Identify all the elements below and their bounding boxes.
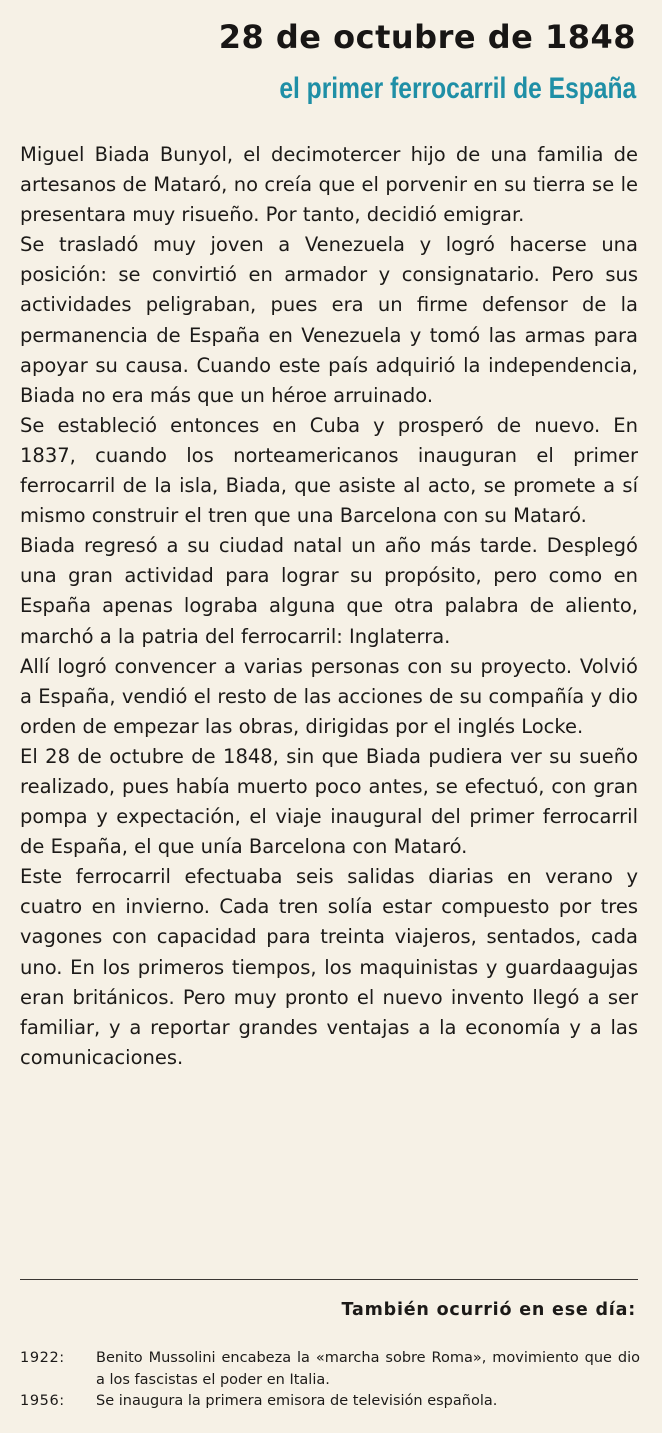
article-body <box>20 140 638 1073</box>
article-paragraph: Miguel Biada Bunyol, el decimotercer hijo de una familia de artesanos de Mataró, no creía que el porvenir en su tierra se le presentara muy risueño. Por tanto, decidió emigrar. <box>20 143 638 227</box>
event-year: 1956: <box>20 1393 65 1409</box>
list-item <box>20 1348 640 1391</box>
page-subtitle: el primer ferrocarril de España <box>279 72 636 105</box>
event-description: Se inaugura la primera emisora de televisión española. <box>96 1393 498 1409</box>
event-description: Benito Mussolini encabeza la «marcha sobre Roma», movimiento que dio a los fascistas el poder en Italia. <box>96 1350 640 1388</box>
also-happened-heading: También ocurrió en ese día: <box>341 1300 636 1320</box>
event-year: 1922: <box>20 1350 65 1366</box>
page-title: 28 de octubre de 1848 <box>218 18 636 56</box>
article-paragraph: Se estableció entonces en Cuba y prosperó de nuevo. En 1837, cuando los norteamericanos inauguran el primer ferrocarril de la isla, Biada, que asiste al acto, se promete a sí mismo construir el tren que una Barcelona con su Mataró. <box>20 413 638 528</box>
events-list <box>20 1348 640 1413</box>
list-item <box>20 1391 640 1413</box>
article-paragraph: Este ferrocarril efectuaba seis salidas diarias en verano y cuatro en invierno. Cada tren solía estar compuesto por tres vagones con capacidad para treinta viajeros, sentados, cada uno. En los primeros tiempos, los maquinistas y guardaagujas eran británicos. Pero muy pronto el nuevo invento llegó a ser familiar, y a reportar grandes ventajas a la economía y a las comunicaciones. <box>20 865 638 1069</box>
article-paragraph: Allí logró convencer a varias personas con su proyecto. Volvió a España, vendió el resto de las acciones de su compañía y dio orden de empezar las obras, dirigidas por el inglés Locke. <box>20 654 638 738</box>
article-paragraph: El 28 de octubre de 1848, sin que Biada pudiera ver su sueño realizado, pues había muerto poco antes, se efectuó, con gran pompa y expectación, el viaje inaugural del primer ferrocarril de España, el que unía Barcelona con Mataró. <box>20 744 638 859</box>
article-paragraph: Se trasladó muy joven a Venezuela y logró hacerse una posición: se convirtió en armador y consignatario. Pero sus actividades peligraban, pues era un firme defensor de la permanencia de España en Venezuela y tomó las armas para apoyar su causa. Cuando este país adquirió la independencia, Biada no era más que un héroe arruinado. <box>20 233 638 407</box>
section-divider <box>20 1279 638 1280</box>
article-paragraph: Biada regresó a su ciudad natal un año más tarde. Desplegó una gran actividad para lograr su propósito, pero como en España apenas lograba alguna que otra palabra de aliento, marchó a la patria del ferrocarril: Inglaterra. <box>20 534 638 648</box>
